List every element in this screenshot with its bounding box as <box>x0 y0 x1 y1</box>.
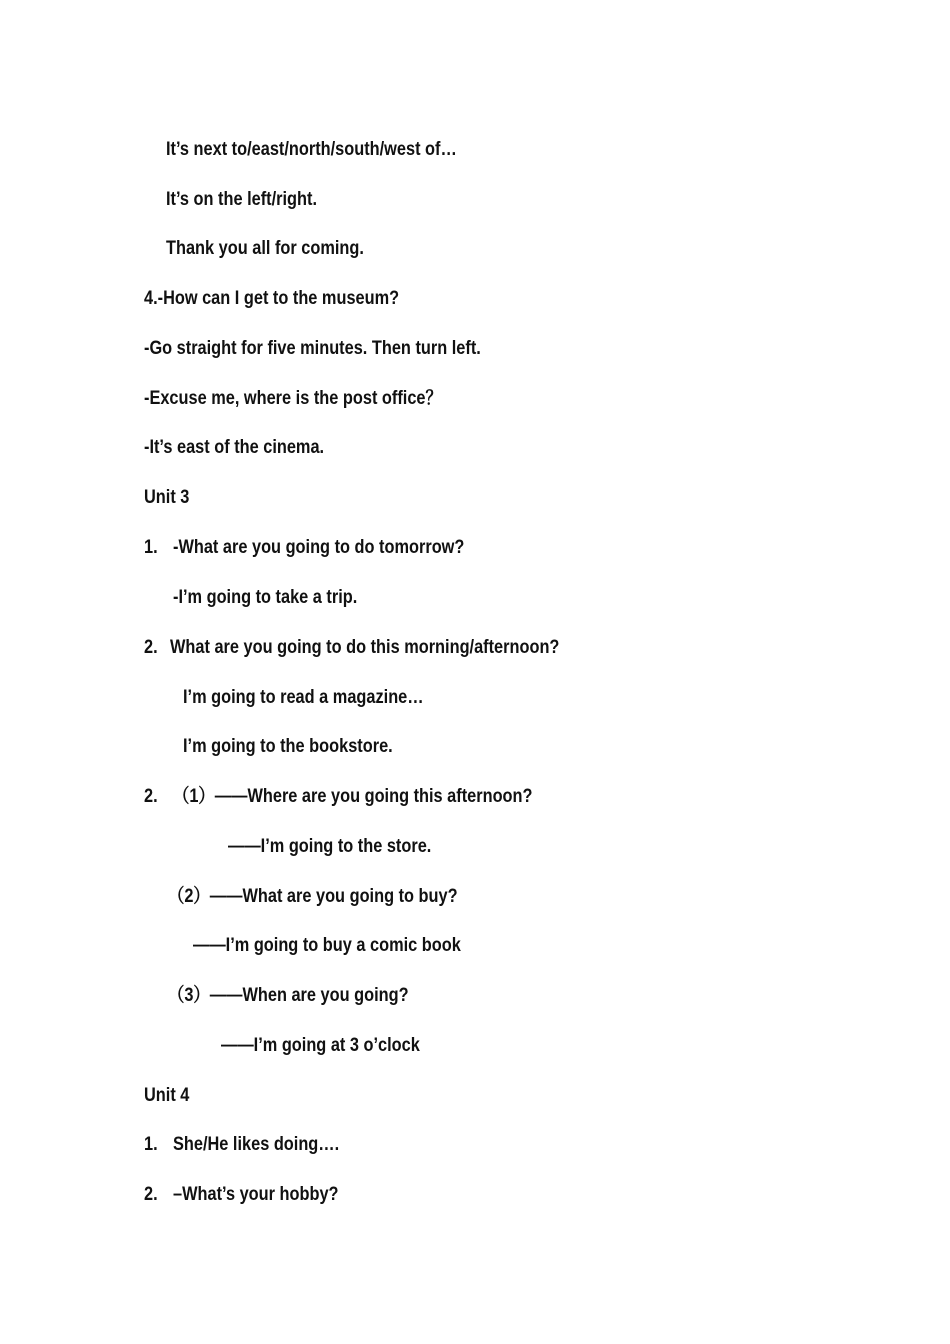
text-line: -Excuse me, where is the post office？ <box>144 388 442 409</box>
text-line: （1）——Where are you going this afternoon? <box>173 786 533 807</box>
text-line: （3）——When are you going? <box>168 985 409 1006</box>
list-number: 2. <box>144 1184 158 1205</box>
text-line: -I’m going to take a trip. <box>173 587 358 608</box>
list-number: 2. <box>144 637 158 658</box>
text-line: -What are you going to do tomorrow? <box>173 537 465 558</box>
text-line: （2）——What are you going to buy? <box>168 886 458 907</box>
section-heading: Unit 3 <box>144 487 190 508</box>
text-line: Thank you all for coming. <box>166 238 364 259</box>
text-line: ——I’m going to buy a comic book <box>193 935 461 956</box>
list-number: 1. <box>144 1134 158 1155</box>
text-line: It’s on the left/right. <box>166 189 317 210</box>
text-line: –What’s your hobby? <box>173 1184 339 1205</box>
text-line: -Go straight for five minutes. Then turn left. <box>144 338 481 359</box>
text-line: -It’s east of the cinema. <box>144 437 325 458</box>
text-line: What are you going to do this morning/afternoon? <box>170 637 560 658</box>
list-number: 2. <box>144 786 158 807</box>
text-line: It’s next to/east/north/south/west of… <box>166 139 457 160</box>
text-line: ——I’m going at 3 o’clock <box>221 1035 420 1056</box>
section-heading: Unit 4 <box>144 1085 190 1106</box>
text-line: ——I’m going to the store. <box>228 836 432 857</box>
list-number: 1. <box>144 537 158 558</box>
text-line: She/He likes doing…. <box>173 1134 340 1155</box>
text-line: I’m going to read a magazine… <box>183 687 424 708</box>
text-line: I’m going to the bookstore. <box>183 736 393 757</box>
text-line: 4.-How can I get to the museum? <box>144 288 400 309</box>
